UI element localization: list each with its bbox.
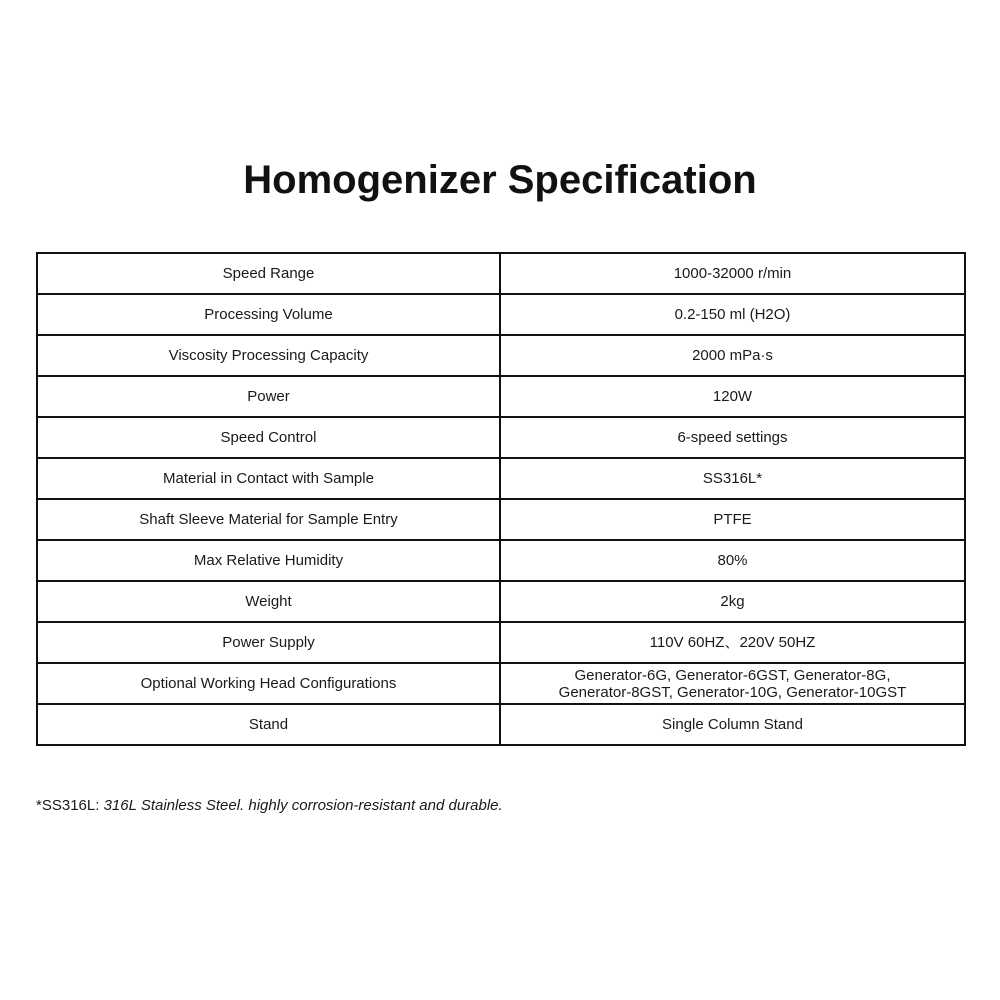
spec-value-line: Generator-8GST, Generator-10G, Generator-10GST — [558, 683, 907, 701]
footnote — [36, 797, 503, 815]
spec-value-line: Generator-6G, Generator-6GST, Generator-8G, — [574, 666, 891, 684]
spec-value: 80% — [500, 540, 965, 581]
spec-value: 6-speed settings — [500, 417, 965, 458]
spec-label: Power Supply — [37, 622, 500, 663]
spec-label: Viscosity Processing Capacity — [37, 335, 500, 376]
spec-label: Processing Volume — [37, 294, 500, 335]
table-row — [37, 622, 965, 663]
spec-value: 0.2-150 ml (H2O) — [500, 294, 965, 335]
page-title: Homogenizer Specification — [243, 158, 757, 202]
spec-value: Single Column Stand — [500, 704, 965, 745]
table-row — [37, 540, 965, 581]
specification-table — [36, 252, 966, 746]
table-row — [37, 294, 965, 335]
spec-label: Weight — [37, 581, 500, 622]
spec-label: Stand — [37, 704, 500, 745]
spec-value: 2000 mPa·s — [500, 335, 965, 376]
table-row — [37, 458, 965, 499]
spec-label: Speed Range — [37, 253, 500, 294]
spec-value: 110V 60HZ、220V 50HZ — [500, 622, 965, 663]
table-row — [37, 335, 965, 376]
table-row — [37, 581, 965, 622]
spec-value — [500, 663, 965, 704]
spec-value: 2kg — [500, 581, 965, 622]
spec-value: 1000-32000 r/min — [500, 253, 965, 294]
footnote-marker: *SS316L: — [36, 797, 104, 814]
spec-label: Material in Contact with Sample — [37, 458, 500, 499]
table-row — [37, 417, 965, 458]
spec-label: Speed Control — [37, 417, 500, 458]
table-row — [37, 376, 965, 417]
footnote-text: 316L Stainless Steel. highly corrosion-resistant and durable. — [103, 797, 503, 814]
spec-label: Max Relative Humidity — [37, 540, 500, 581]
spec-label: Power — [37, 376, 500, 417]
table-row — [37, 253, 965, 294]
spec-value: PTFE — [500, 499, 965, 540]
spec-value: 120W — [500, 376, 965, 417]
spec-value: SS316L* — [500, 458, 965, 499]
table-row — [37, 704, 965, 745]
spec-label: Shaft Sleeve Material for Sample Entry — [37, 499, 500, 540]
spec-label: Optional Working Head Configurations — [37, 663, 500, 704]
table-row — [37, 499, 965, 540]
table-row — [37, 663, 965, 704]
